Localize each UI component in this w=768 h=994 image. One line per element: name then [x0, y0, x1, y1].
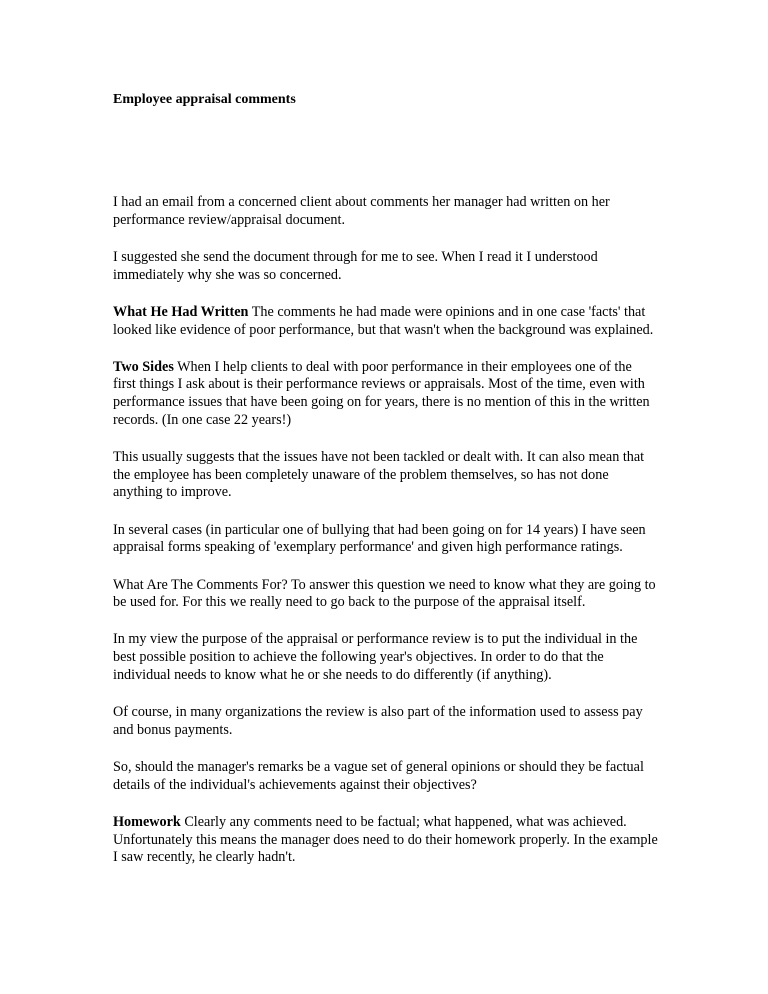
paragraph-text: I suggested she send the document through for me to see. When I read it I understood immediately why she was so concerned.	[113, 248, 598, 283]
paragraph-remarks-question	[113, 759, 658, 794]
paragraph-purpose	[113, 631, 658, 684]
paragraph-text: Of course, in many organizations the review is also part of the information used to assess pay and bonus payments.	[113, 704, 643, 738]
paragraph-text: Clearly any comments need to be factual; what happened, what was achieved. Unfortunately this means the manager does need to do their homework properly. In the example I saw recently, he clearly hadn't.	[113, 813, 658, 866]
paragraph-text: This usually suggests that the issues have not been tackled or dealt with. It can also mean that the employee has been completely unaware of the problem themselves, so has not done anything to improve.	[113, 449, 645, 501]
paragraph-text: What Are The Comments For? To answer this question we need to know what they are going to be used for. For this we really need to go back to the purpose of the appraisal itself.	[113, 576, 656, 611]
paragraph-text: In my view the purpose of the appraisal or performance review is to put the individual in the best possible position to achieve the following year's objectives. In order to do that the individual needs to know what he or she needs to do differently (if anything).	[113, 631, 638, 683]
paragraph-heading: Homework	[113, 813, 181, 830]
paragraph-text: I had an email from a concerned client about comments her manager had written on her performance review/appraisal document.	[113, 194, 610, 228]
paragraph-text: When I help clients to deal with poor performance in their employees one of the first things I ask about is their performance reviews or appraisals. Most of the time, even with performance issues that have been going on for years, there is no mention of this in the written records. (In one case 22 years!)	[113, 358, 650, 428]
paragraph-two-sides	[113, 359, 658, 430]
paragraph-suggested	[113, 249, 658, 284]
paragraph-pay-bonus	[113, 704, 658, 739]
paragraph-comments-for	[113, 577, 658, 612]
paragraph-text: So, should the manager's remarks be a vague set of general opinions or should they be factual details of the individual's achievements against their objectives?	[113, 758, 644, 793]
document-page	[113, 90, 658, 886]
paragraph-text: In several cases (in particular one of bullying that had been going on for 14 years) I have seen appraisal forms speaking of 'exemplary performance' and given high performance ratings.	[113, 521, 646, 556]
document-body	[113, 194, 658, 867]
paragraph-text: The comments he had made were opinions and in one case 'facts' that looked like evidence of poor performance, but that wasn't when the background was explained.	[113, 303, 654, 338]
paragraph-issues-not-tackled	[113, 449, 658, 502]
paragraph-heading: What He Had Written	[113, 303, 249, 320]
paragraph-what-he-had-written	[113, 304, 658, 339]
paragraph-email	[113, 194, 658, 229]
paragraph-several-cases	[113, 522, 658, 557]
document-title: Employee appraisal comments	[113, 92, 296, 107]
paragraph-homework	[113, 814, 658, 867]
paragraph-heading: Two Sides	[113, 358, 174, 375]
